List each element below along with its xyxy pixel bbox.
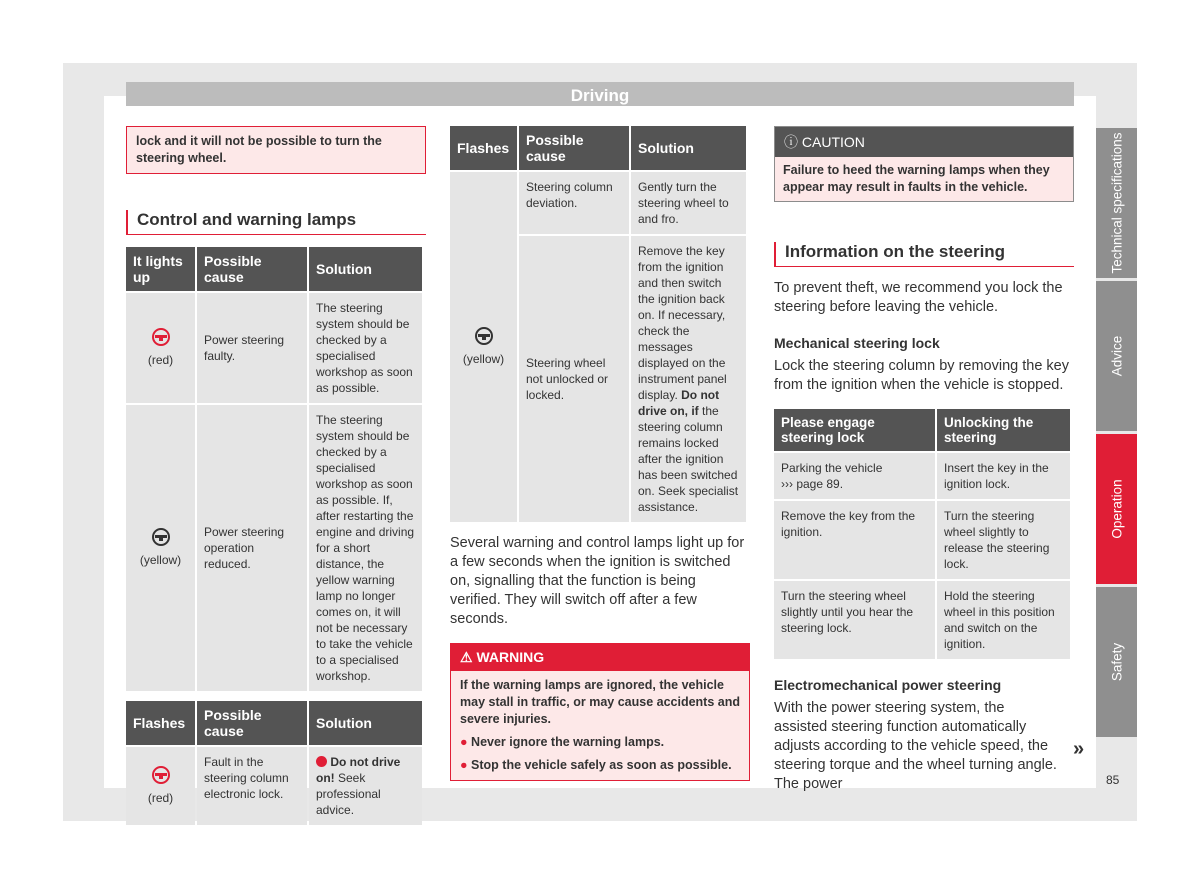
table-header: Solution: [309, 247, 422, 291]
tab-advice[interactable]: [1096, 281, 1137, 431]
cause-cell: Steering column deviation.: [519, 172, 629, 234]
table-cell: Turn the steering wheel slightly to release the steering lock.: [937, 501, 1070, 579]
cause-cell: Power steering operation reduced.: [197, 405, 307, 691]
table-header: Flashes: [126, 701, 195, 745]
solution-bold: Do not drive on, if: [638, 388, 720, 418]
lights-up-table: [124, 245, 424, 693]
mechanical-lock-paragraph: Lock the steering column by removing the key from the ignition when the vehicle is stopped.: [774, 358, 1069, 393]
cell-text: Parking the vehicle: [781, 461, 883, 475]
bullet-icon: ●: [460, 735, 468, 749]
warning-title: WARNING: [476, 649, 545, 665]
steering-wheel-yellow-icon: [475, 327, 493, 345]
column-2: [450, 126, 750, 781]
tab-label: Safety: [1109, 642, 1124, 682]
warning-body: [451, 671, 749, 780]
table-header: Flashes: [450, 126, 517, 170]
subheading-mechanical-lock: Mechanical steering lock: [774, 335, 940, 351]
solution-bold: Do not drive on!: [316, 755, 401, 785]
flashes-table-1: [124, 699, 424, 827]
section-heading-control-lamps: Control and warning lamps: [126, 210, 426, 235]
bullet-text: Never ignore the warning lamps.: [471, 735, 665, 749]
solution-cell: [309, 747, 422, 825]
flashes-table-2: [448, 124, 748, 524]
section-heading-steering: Information on the steering: [774, 242, 1074, 267]
caution-header: [775, 127, 1073, 157]
table-header: It lights up: [126, 247, 195, 291]
intro-paragraph: To prevent theft, we recommend you lock the steering before leaving the vehicle.: [774, 280, 1063, 315]
lamp-cell: [126, 747, 195, 825]
caution-title: CAUTION: [801, 134, 865, 150]
solution-text: Seek professional advice.: [316, 771, 381, 817]
cause-cell: Steering wheel not unlocked or locked.: [519, 236, 629, 522]
solution-text: Remove the key from the ignition and then switch the ignition back on. If necessary, check the messages displayed on the instrument panel display.: [638, 244, 727, 402]
table-row: [126, 293, 422, 403]
warning-triangle-icon: ⚠: [460, 649, 473, 665]
steering-wheel-red-icon: [152, 766, 170, 784]
info-paragraph: Several warning and control lamps light up for a few seconds when the ignition is switched on, signalling that the function is being verified. They will switch off after a few seconds.: [450, 535, 745, 627]
solution-cell: The steering system should be checked by a specialised workshop as soon as possible. If, after restarting the engine and driving for a short distance, the yellow warning lamp no longer comes on, it will not be necessary to take the vehicle to a specialised workshop.: [309, 405, 422, 691]
table-cell: Turn the steering wheel slightly until you hear the steering lock.: [774, 581, 935, 659]
continue-arrow-icon: »: [1073, 738, 1085, 760]
table-header: Possible cause: [197, 247, 307, 291]
table-row: [774, 453, 1070, 499]
page-number: 85: [1106, 773, 1120, 787]
table-row: [126, 747, 422, 825]
solution-cell: [631, 236, 746, 522]
table-row: [126, 405, 422, 691]
tab-label: Technical specifications: [1109, 132, 1124, 274]
tab-label: Advice: [1109, 335, 1124, 377]
stop-icon: [316, 756, 327, 767]
table-cell: Remove the key from the ignition.: [774, 501, 935, 579]
solution-text: the steering column remains locked after the ignition has been switched on. Seek specialist assistance.: [638, 404, 739, 514]
info-circle-icon: ⓘ: [784, 134, 798, 150]
table-row: [774, 581, 1070, 659]
table-header: Possible cause: [519, 126, 629, 170]
tab-safety[interactable]: [1096, 587, 1137, 737]
tab-technical-specifications[interactable]: [1096, 128, 1137, 278]
page-link[interactable]: ››› page 89.: [781, 477, 844, 491]
solution-cell: The steering system should be checked by a specialised workshop as soon as possible.: [309, 293, 422, 403]
column-3: [774, 126, 1074, 794]
lamp-color-label: (red): [147, 791, 174, 805]
table-header: Solution: [631, 126, 746, 170]
page-header: Driving: [126, 82, 1074, 106]
table-header: Unlocking the steering: [937, 409, 1070, 451]
steering-wheel-yellow-icon: [152, 528, 170, 546]
lamp-color-label: (red): [147, 353, 174, 367]
cause-cell: Power steering faulty.: [197, 293, 307, 403]
table-cell: Hold the steering wheel in this position and switch on the ignition.: [937, 581, 1070, 659]
list-item: [460, 734, 740, 751]
table-cell: [774, 453, 935, 499]
bullet-icon: ●: [460, 758, 468, 772]
lamp-cell: [450, 172, 517, 522]
subheading-power-steering: Electromechanical power steering: [774, 677, 1002, 693]
bullet-text: Stop the vehicle safely as soon as possible.: [471, 758, 732, 772]
lamp-color-label: (yellow): [139, 553, 182, 567]
warning-text: If the warning lamps are ignored, the vehicle may stall in traffic, or may cause accidents and severe injuries.: [460, 678, 740, 726]
steering-wheel-red-icon: [152, 328, 170, 346]
table-header: Possible cause: [197, 701, 307, 745]
table-row: [450, 172, 746, 234]
lamp-color-label: (yellow): [462, 352, 505, 366]
caution-text: Failure to heed the warning lamps when they appear may result in faults in the vehicle.: [783, 163, 1050, 194]
lamp-cell: [126, 293, 195, 403]
table-header: Please engage steering lock: [774, 409, 935, 451]
column-1: [126, 126, 426, 827]
solution-cell: Gently turn the steering wheel to and fro.: [631, 172, 746, 234]
cause-cell: Fault in the steering column electronic lock.: [197, 747, 307, 825]
note-box: lock and it will not be possible to turn the steering wheel.: [126, 126, 426, 174]
tab-label: Operation: [1109, 479, 1124, 539]
table-row: [774, 501, 1070, 579]
warning-box: [450, 643, 750, 781]
warning-header: [451, 644, 749, 671]
list-item: [460, 757, 740, 774]
steering-lock-table: [772, 407, 1072, 661]
tab-operation[interactable]: [1096, 434, 1137, 584]
table-header: Solution: [309, 701, 422, 745]
power-steering-paragraph: With the power steering system, the assisted steering function automatically adjusts according to the vehicle speed, the steering torque and the wheel turning angle. The power: [774, 700, 1057, 792]
lamp-cell: [126, 405, 195, 691]
caution-box: [774, 126, 1074, 202]
table-cell: Insert the key in the ignition lock.: [937, 453, 1070, 499]
